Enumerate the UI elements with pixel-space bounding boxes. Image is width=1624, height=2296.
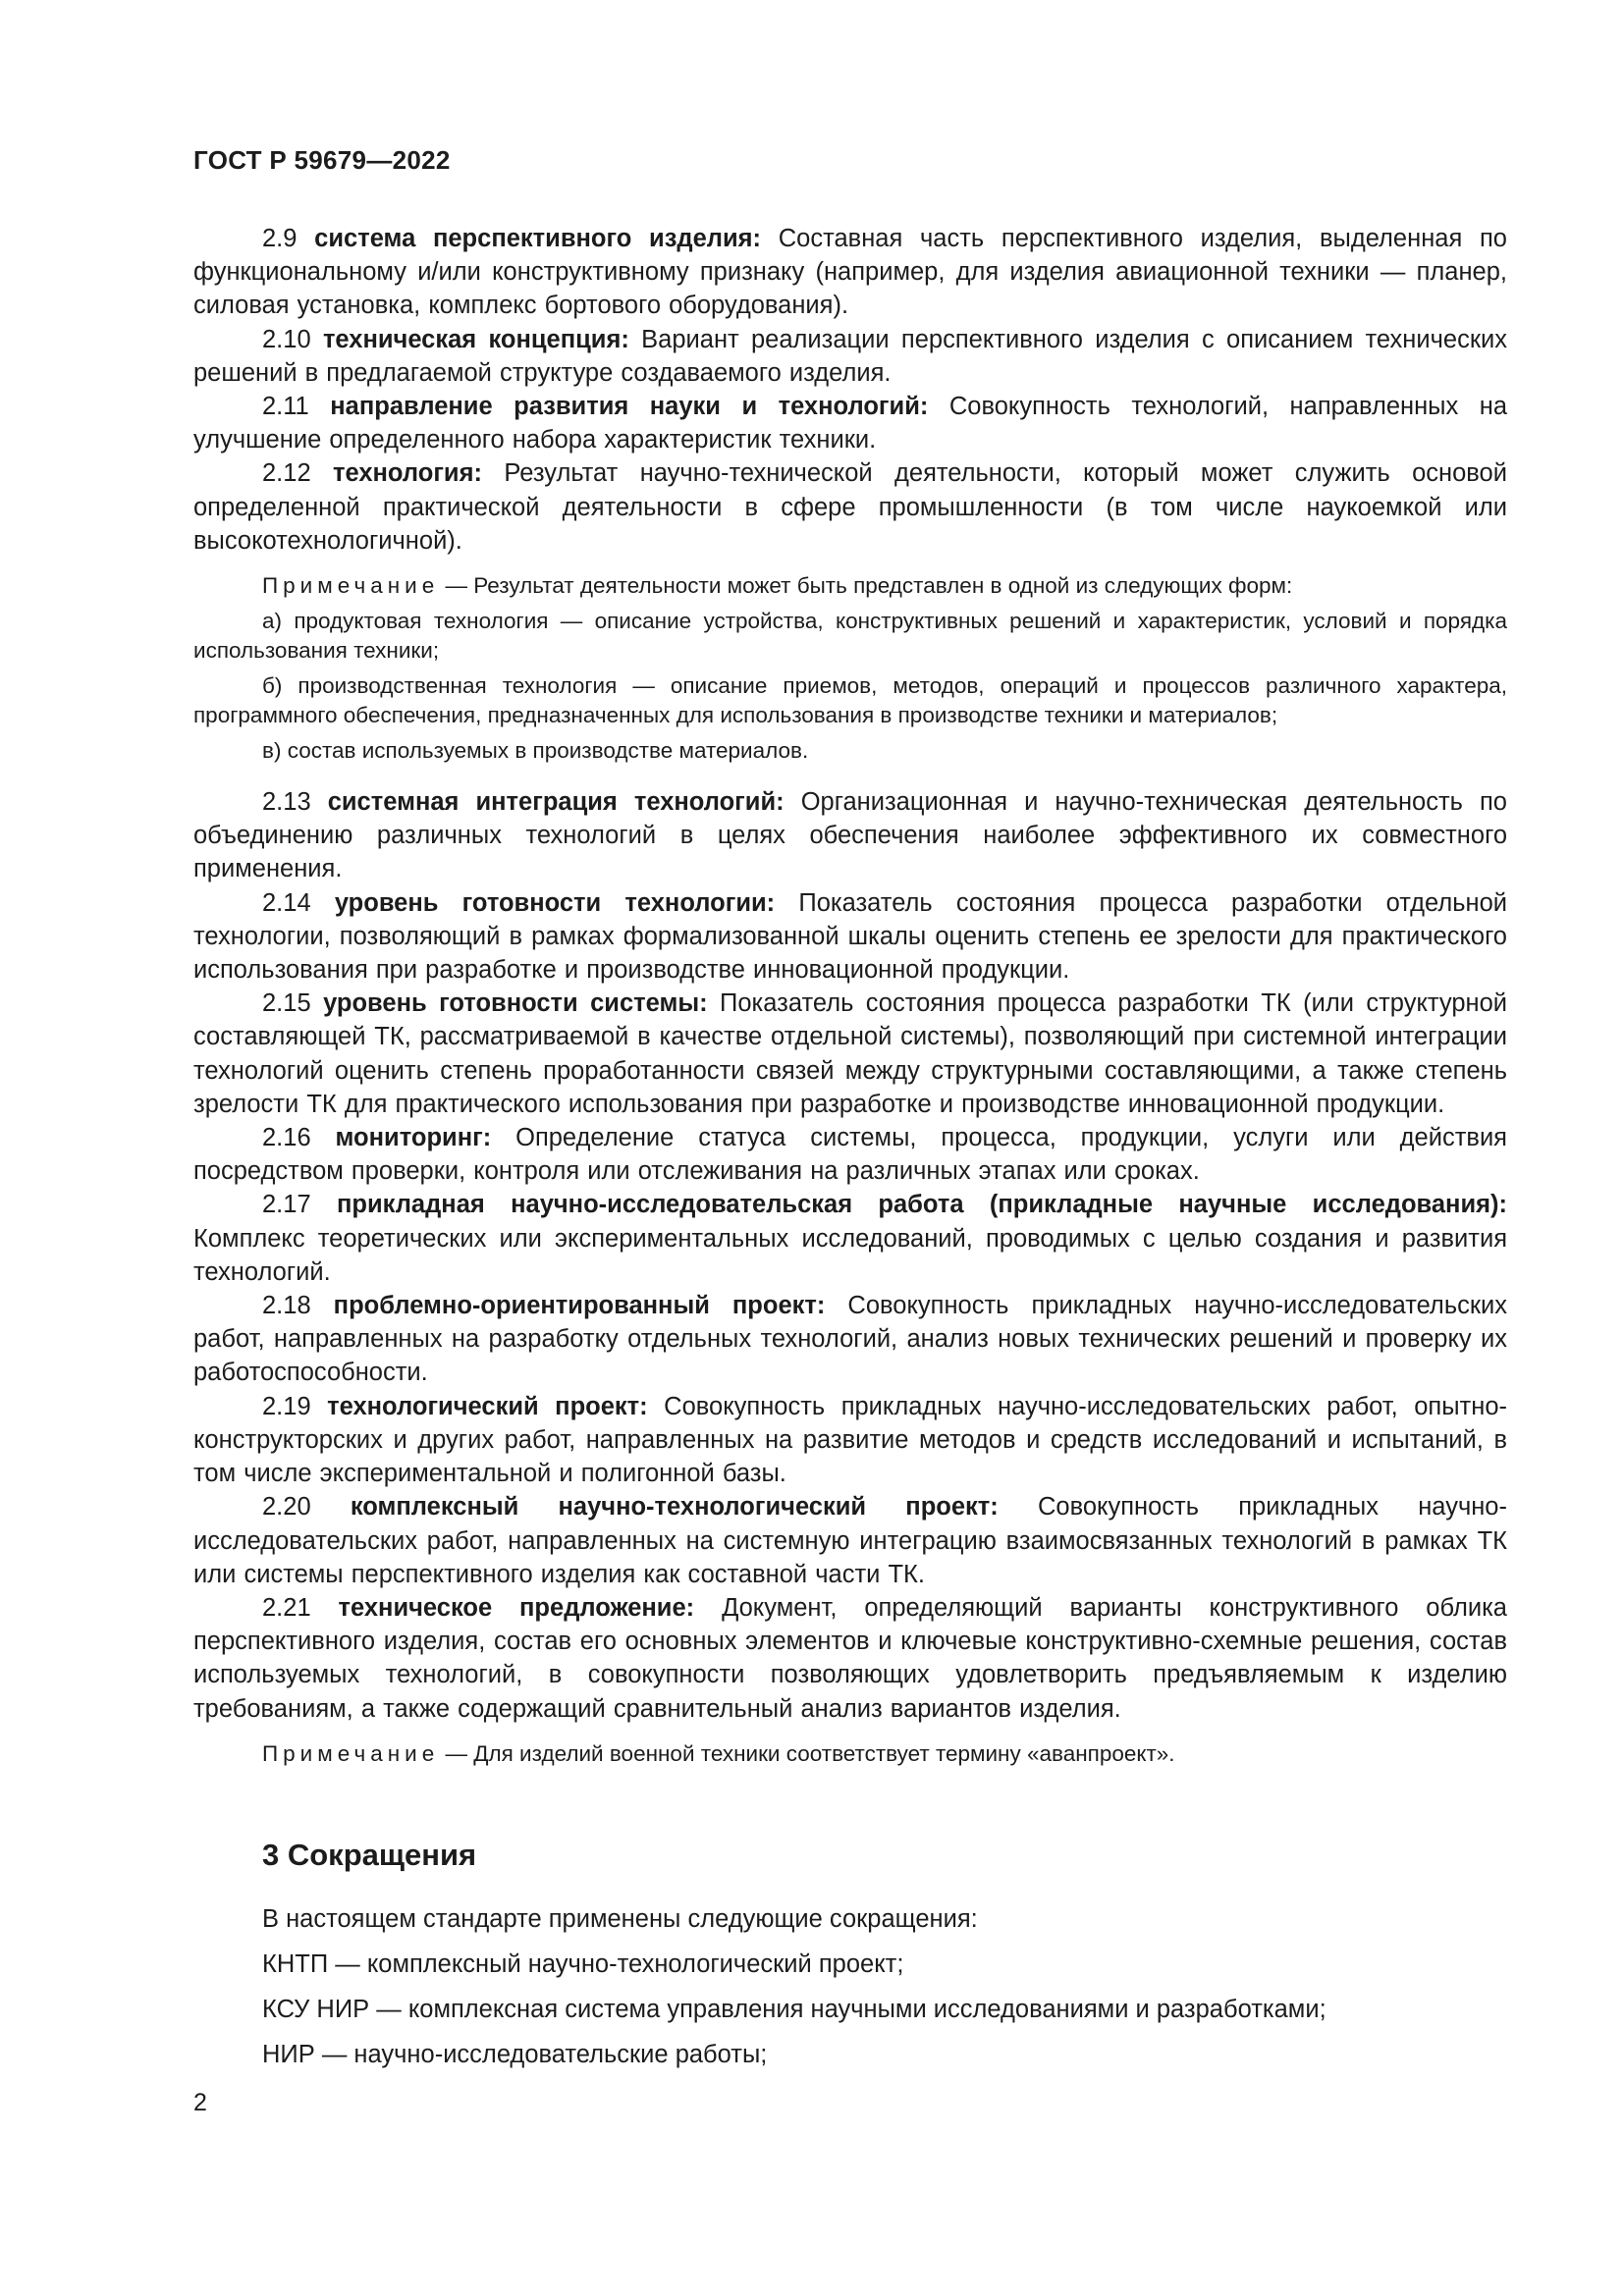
term-name: техническое предложение: xyxy=(338,1593,695,1622)
term-2-17 xyxy=(193,1188,1507,1289)
term-number: 2.13 xyxy=(262,788,311,817)
term-definition: Результат научно-технической деятельности, который может служить основой определенной практической деятельности в сфере промышленности (в том числе наукоемкой или высокотехнологичной). xyxy=(193,459,1507,555)
term-2-10 xyxy=(193,323,1507,390)
term-definition: Определение статуса системы, процесса, продукции, услуги или действия посредством проверки, контроля или отслеживания на различных этапах или сроках. xyxy=(193,1124,1507,1186)
term-2-21 xyxy=(193,1591,1507,1726)
term-name: системная интеграция технологий: xyxy=(327,788,785,817)
term-definition: Совокупность прикладных научно-исследовательских работ, опытно-конструкторских и других работ, направленных на развитие методов и средств исследований и испытаний, в том числе экспериментальной и полигонной базы. xyxy=(193,1392,1507,1488)
document-body xyxy=(193,222,1507,2083)
term-definition: Совокупность технологий, направленных на улучшение определенного набора характеристик техники. xyxy=(193,393,1508,454)
term-number: 2.17 xyxy=(262,1191,311,1219)
note-text: — Для изделий военной техники соответствует термину «аванпроект». xyxy=(445,1740,1175,1766)
term-2-19 xyxy=(193,1390,1507,1491)
section-title-abbreviations: 3 Сокращения xyxy=(262,1837,477,1872)
term-definition: Документ, определяющий варианты конструктивного облика перспективного изделия, состав его основных элементов и ключевые конструктивно-схемные решения, состав используемых технологий, в совокупности позволяющих удовлетворить предъявляемым к изделию требованиям, а также содержащий сравнительный анализ вариантов изделия. xyxy=(193,1593,1507,1723)
term-definition: Составная часть перспективного изделия, выделенная по функциональному и/или конструктивному признаку (например, для изделия авиационной техники — планер, силовая установка, комплекс бортового оборудования). xyxy=(193,225,1507,320)
term-number: 2.10 xyxy=(262,325,311,353)
page-number: 2 xyxy=(193,2089,207,2116)
term-number: 2.14 xyxy=(262,888,311,917)
term-number: 2.15 xyxy=(262,989,311,1018)
term-definition: Показатель состояния процесса разработки отдельной технологии, позволяющий в рамках формализованной шкалы оценить степень ее зрелости для практического использования при разработке и производстве инновационной продукции. xyxy=(193,888,1508,985)
note-item-b: б) производственная технология — описание приемов, методов, операций и процессов различного характера, программного обеспечения, предназначенных для использования в производстве техники и материалов; xyxy=(193,673,1507,728)
abbreviation-item: НИР — научно-исследовательские работы; xyxy=(262,2040,768,2068)
term-name: система перспективного изделия: xyxy=(314,225,762,252)
term-number: 2.20 xyxy=(262,1493,311,1522)
term-name: проблемно-ориентированный проект: xyxy=(333,1292,826,1320)
term-2-14 xyxy=(193,886,1507,988)
abbreviations-intro: В настоящем стандарте применены следующие сокращения: xyxy=(262,1904,978,1933)
term-number: 2.12 xyxy=(262,459,311,488)
term-name: технологический проект: xyxy=(327,1392,648,1420)
abbreviation-item: КНТП — комплексный научно-технологический проект; xyxy=(262,1949,904,1978)
term-number: 2.18 xyxy=(262,1292,311,1320)
term-definition: Вариант реализации перспективного изделия с описанием технических решений в предлагаемой структуре создаваемого изделия. xyxy=(193,325,1507,387)
term-number: 2.19 xyxy=(262,1392,311,1420)
term-name: направление развития науки и технологий: xyxy=(330,393,929,421)
term-2-12 xyxy=(193,456,1507,558)
term-number: 2.21 xyxy=(262,1593,311,1622)
term-number: 2.9 xyxy=(262,225,298,252)
term-definition: Совокупность прикладных научно-исследовательских работ, направленных на разработку отдельных технологий, анализ новых технических решений и проверку их работоспособности. xyxy=(193,1292,1508,1387)
note-text: — Результат деятельности может быть представлен в одной из следующих форм: xyxy=(445,573,1293,599)
note-intro xyxy=(193,571,1507,601)
abbreviation-item: КСУ НИР — комплексная система управления научными исследованиями и разработками; xyxy=(262,1995,1326,2023)
term-name: техническая концепция: xyxy=(322,325,629,353)
term-2-9 xyxy=(193,222,1507,323)
term-definition: Комплекс теоретических или экспериментальных исследований, проводимых с целью создания и развития технологий. xyxy=(193,1224,1507,1286)
term-2-13 xyxy=(193,785,1507,886)
term-name: уровень готовности системы: xyxy=(323,989,708,1018)
term-name: прикладная научно-исследовательская работа (прикладные научные исследования): xyxy=(337,1191,1507,1219)
term-name: комплексный научно-технологический проект: xyxy=(350,1493,999,1522)
note-label: Примечание xyxy=(262,1740,440,1766)
term-name: уровень готовности технологии: xyxy=(334,888,776,917)
term-definition: Совокупность прикладных научно-исследовательских работ, направленных на системную интеграцию взаимосвязанных технологий в рамках ТК или системы перспективного изделия как составной части ТК. xyxy=(193,1493,1507,1588)
term-number: 2.16 xyxy=(262,1124,311,1152)
note-label: Примечание xyxy=(262,573,440,599)
note-technology xyxy=(193,571,1507,766)
term-2-20 xyxy=(193,1490,1507,1591)
term-name: мониторинг: xyxy=(335,1124,492,1152)
term-definition: Организационная и научно-техническая деятельность по объединению различных технологий в целях обеспечения наиболее эффективного их совместного применения. xyxy=(193,788,1507,883)
term-2-15 xyxy=(193,987,1507,1121)
note-item-a: а) продуктовая технология — описание устройства, конструктивных решений и характеристик, условий и порядка использования техники; xyxy=(193,609,1507,664)
note-item-c: в) состав используемых в производстве материалов. xyxy=(262,738,809,764)
term-name: технология: xyxy=(333,459,482,488)
term-number: 2.11 xyxy=(262,393,309,421)
note-avanproekt xyxy=(193,1739,1507,1769)
term-definition: Показатель состояния процесса разработки ТК (или структурной составляющей ТК, рассматриваемой в качестве отдельной системы), позволяющий при системной интеграции технологий оценить степень проработанности связей между структурными составляющими, а также степень зрелости ТК для практического использования при разработке и производстве инновационной продукции. xyxy=(193,989,1508,1118)
term-2-16 xyxy=(193,1121,1507,1188)
term-2-11 xyxy=(193,390,1507,456)
term-2-18 xyxy=(193,1289,1507,1390)
document-header: ГОСТ Р 59679—2022 xyxy=(193,145,451,175)
